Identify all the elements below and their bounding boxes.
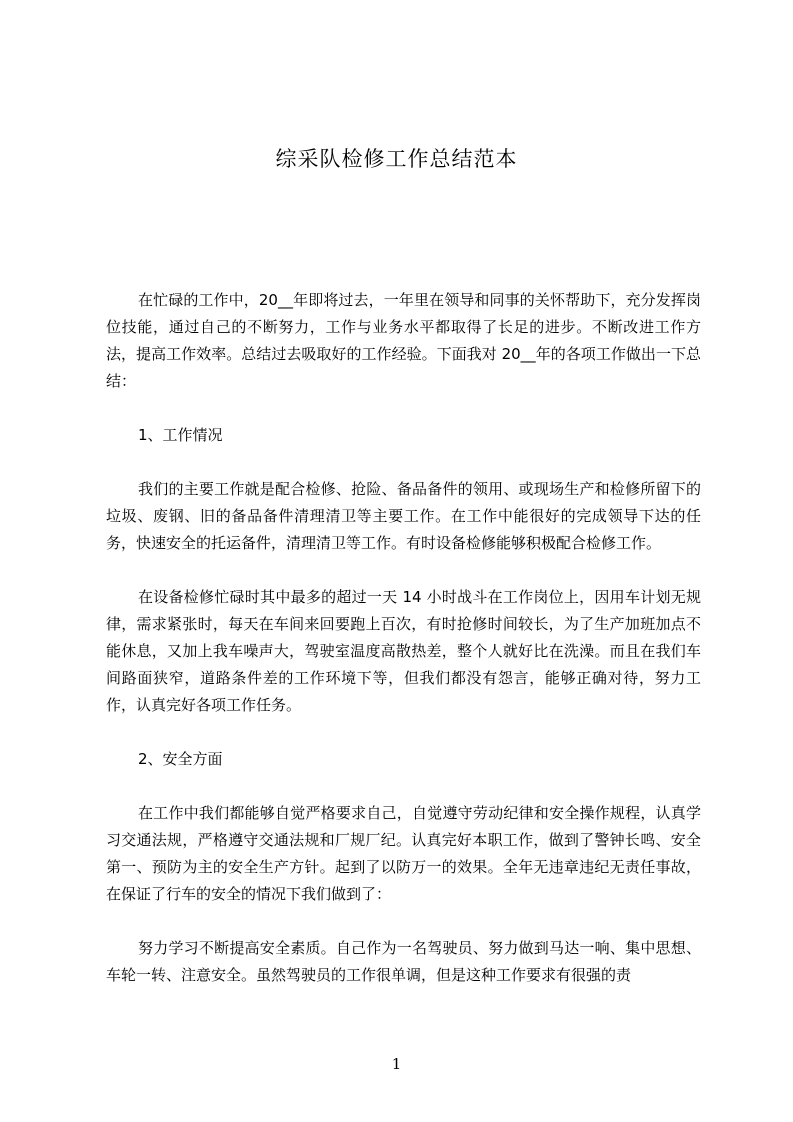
paragraph-gap — [106, 557, 701, 584]
intro-paragraph: 在忙碌的工作中，20__年即将过去，一年里在领导和同事的关怀帮助下，充分发挥岗位技能，通过自己的不断努力，工作与业务水平都取得了长足的进步。不断改进工作方法，提高工作效率。总结过去吸取好的工作经验。下面我对 20__年的各项工作做出一下总结： — [106, 291, 701, 390]
paragraph-gap — [106, 719, 701, 746]
paragraph-gap — [106, 773, 701, 800]
document-title: 综采队检修工作总结范本 — [275, 147, 518, 171]
page-number: 1 — [391, 1055, 402, 1073]
safety-paragraph-2: 努力学习不断提高安全素质。自己作为一名驾驶员、努力做到马达一响、集中思想、车轮一转、注意安全。虽然驾驶员的工作很单调，但是这种工作要求有很强的责 — [106, 939, 701, 984]
work-paragraph-1: 我们的主要工作就是配合检修、抢险、备品备件的领用、或现场生产和检修所留下的垃圾、废钢、旧的备品备件清理清卫等主要工作。在工作中能很好的完成领导下达的任务，快速安全的托运备件，清理清卫等工作。有时设备检修能够积极配合检修工作。 — [106, 480, 701, 552]
paragraph-gap — [106, 395, 701, 422]
document-body — [106, 287, 701, 989]
safety-paragraph-1: 在工作中我们都能够自觉严格要求自己，自觉遵守劳动纪律和安全操作规程，认真学习交通法规，严格遵守交通法规和厂规厂纪。认真完好本职工作，做到了警钟长鸣、安全第一、预防为主的安全生产方针。起到了以防万一的效果。全年无违章违纪无责任事故，在保证了行车的安全的情况下我们做到了： — [106, 804, 701, 903]
paragraph-gap — [106, 449, 701, 476]
section-heading-safety: 2、安全方面 — [138, 750, 223, 768]
section-heading-work: 1、工作情况 — [138, 426, 223, 444]
work-paragraph-2: 在设备检修忙碌时其中最多的超过一天 14 小时战斗在工作岗位上，因用车计划无规律，需求紧张时，每天在车间来回要跑上百次，有时抢修时间较长，为了生产加班加点不能休息，又加上我车噪声大，驾驶室温度高散热差，整个人就好比在洗澡。而且在我们车间路面狭窄，道路条件差的工作环境下等，但我们都没有怨言，能够正确对待，努力工作，认真完好各项工作任务。 — [106, 588, 701, 714]
paragraph-gap — [106, 908, 701, 935]
